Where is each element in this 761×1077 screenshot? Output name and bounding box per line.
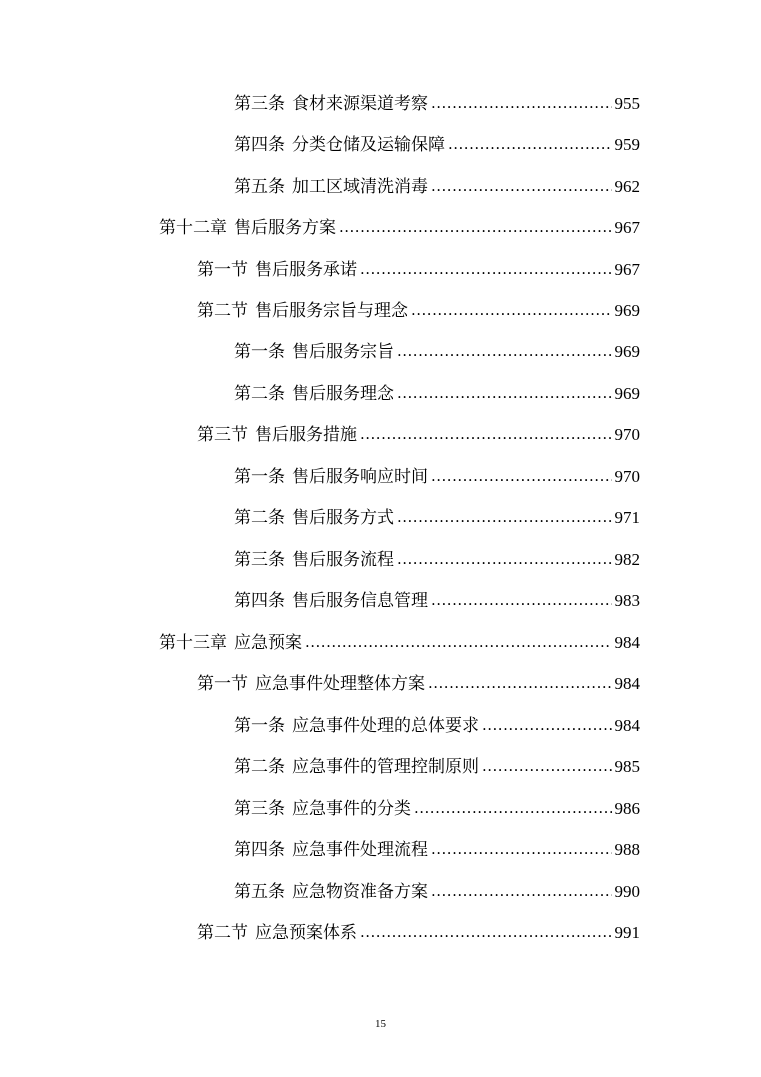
- toc-entry-label: 第三条: [234, 94, 285, 114]
- toc-entry-title: 售后服务理念: [292, 384, 394, 404]
- toc-entry-label: 第二条: [234, 757, 285, 777]
- dot-leader: [482, 751, 612, 781]
- toc-entry-title: 售后服务宗旨与理念: [255, 301, 408, 321]
- toc-entry-article-5[interactable]: [234, 172, 640, 202]
- dot-leader: [431, 876, 612, 906]
- toc-entry-article-3[interactable]: [234, 794, 640, 824]
- toc-entry-title: 售后服务措施: [255, 425, 357, 445]
- toc-entry-title: 售后服务信息管理: [292, 591, 428, 611]
- toc-entry-article-1[interactable]: [234, 462, 640, 492]
- toc-entry-label: 第十三章: [159, 633, 227, 653]
- dot-leader: [397, 502, 612, 532]
- toc-entry-label: 第一节: [197, 260, 248, 280]
- toc-entry-page: 984: [614, 674, 640, 693]
- toc-entry-label: 第十二章: [159, 218, 227, 238]
- toc-entry-label: 第四条: [234, 840, 285, 860]
- toc-entry-page: 967: [614, 218, 640, 237]
- toc-entry-page: 982: [614, 550, 640, 569]
- toc-entry-label: 第四条: [234, 591, 285, 611]
- toc-entry-article-2[interactable]: [234, 379, 640, 409]
- toc-entry-page: 971: [614, 508, 640, 527]
- toc-entry-label: 第三条: [234, 799, 285, 819]
- toc-entry-page: 984: [614, 716, 640, 735]
- toc-entry-title: 应急预案: [234, 633, 302, 653]
- toc-entry-label: 第五条: [234, 177, 285, 197]
- dot-leader: [397, 544, 612, 574]
- toc-entry-title: 应急物资准备方案: [292, 882, 428, 902]
- toc-entry-title: 应急预案体系: [255, 923, 357, 943]
- toc-entry-section-1[interactable]: [197, 255, 640, 285]
- dot-leader: [482, 710, 612, 740]
- toc-entry-page: 969: [614, 342, 640, 361]
- toc-entry-title: 售后服务方案: [234, 218, 336, 238]
- toc-entry-label: 第一条: [234, 716, 285, 736]
- toc-entry-chapter-12[interactable]: [159, 213, 640, 243]
- dot-leader: [414, 793, 612, 823]
- dot-leader: [448, 129, 612, 159]
- toc-entry-label: 第三节: [197, 425, 248, 445]
- toc-entry-label: 第四条: [234, 135, 285, 155]
- toc-entry-article-1[interactable]: [234, 711, 640, 741]
- toc-entry-page: 967: [614, 260, 640, 279]
- toc-entry-label: 第二节: [197, 923, 248, 943]
- toc-entry-label: 第五条: [234, 882, 285, 902]
- toc-entry-page: 969: [614, 384, 640, 403]
- toc-entry-chapter-13[interactable]: [159, 628, 640, 658]
- dot-leader: [431, 834, 612, 864]
- dot-leader: [360, 917, 612, 947]
- toc-entry-label: 第二条: [234, 508, 285, 528]
- toc-entry-label: 第一节: [197, 674, 248, 694]
- toc-entry-page: 985: [614, 757, 640, 776]
- dot-leader: [428, 668, 612, 698]
- toc-entry-title: 售后服务宗旨: [292, 342, 394, 362]
- toc-entry-article-1[interactable]: [234, 337, 640, 367]
- toc-entry-page: 969: [614, 301, 640, 320]
- toc-entry-title: 应急事件的分类: [292, 799, 411, 819]
- dot-leader: [431, 585, 612, 615]
- toc-entry-section-2[interactable]: [197, 918, 640, 948]
- toc-entry-title: 售后服务流程: [292, 550, 394, 570]
- toc-entry-page: 986: [614, 799, 640, 818]
- toc-entry-title: 售后服务承诺: [255, 260, 357, 280]
- toc-entry-article-2[interactable]: [234, 752, 640, 782]
- dot-leader: [360, 254, 612, 284]
- toc-entry-title: 应急事件处理整体方案: [255, 674, 425, 694]
- page-number: 15: [375, 1018, 386, 1030]
- dot-leader: [431, 88, 612, 118]
- toc-entry-title: 应急事件处理流程: [292, 840, 428, 860]
- toc-entry-title: 食材来源渠道考察: [292, 94, 428, 114]
- dot-leader: [360, 419, 612, 449]
- toc-entry-page: 970: [614, 467, 640, 486]
- dot-leader: [431, 461, 612, 491]
- toc-entry-page: 984: [614, 633, 640, 652]
- toc-entry-title: 应急事件处理的总体要求: [292, 716, 479, 736]
- toc-entry-label: 第二节: [197, 301, 248, 321]
- toc-entry-article-4[interactable]: [234, 586, 640, 616]
- toc-entry-title: 加工区域清洗消毒: [292, 177, 428, 197]
- toc-entry-page: 983: [614, 591, 640, 610]
- toc-entry-page: 962: [614, 177, 640, 196]
- dot-leader: [339, 212, 612, 242]
- toc-entry-label: 第二条: [234, 384, 285, 404]
- toc-entry-label: 第三条: [234, 550, 285, 570]
- toc-entry-title: 售后服务方式: [292, 508, 394, 528]
- dot-leader: [305, 627, 612, 657]
- toc-entry-section-1[interactable]: [197, 669, 640, 699]
- dot-leader: [431, 171, 612, 201]
- toc-entry-title: 应急事件的管理控制原则: [292, 757, 479, 777]
- dot-leader: [397, 336, 612, 366]
- dot-leader: [397, 378, 612, 408]
- toc-entry-title: 分类仓储及运输保障: [292, 135, 445, 155]
- toc-entry-article-2[interactable]: [234, 503, 640, 533]
- toc-entry-article-4[interactable]: [234, 835, 640, 865]
- toc-entry-section-2[interactable]: [197, 296, 640, 326]
- dot-leader: [411, 295, 612, 325]
- toc-entry-article-4[interactable]: [234, 130, 640, 160]
- toc-entry-article-3[interactable]: [234, 89, 640, 119]
- toc-entry-page: 955: [614, 94, 640, 113]
- toc-entry-label: 第一条: [234, 342, 285, 362]
- toc-entry-label: 第一条: [234, 467, 285, 487]
- toc-entry-page: 988: [614, 840, 640, 859]
- toc-entry-article-5[interactable]: [234, 877, 640, 907]
- toc-entry-title: 售后服务响应时间: [292, 467, 428, 487]
- toc-entry-page: 991: [614, 923, 640, 942]
- toc-entry-page: 990: [614, 882, 640, 901]
- toc-entry-article-3[interactable]: [234, 545, 640, 575]
- toc-entry-page: 970: [614, 425, 640, 444]
- toc-entry-page: 959: [614, 135, 640, 154]
- toc-entry-section-3[interactable]: [197, 420, 640, 450]
